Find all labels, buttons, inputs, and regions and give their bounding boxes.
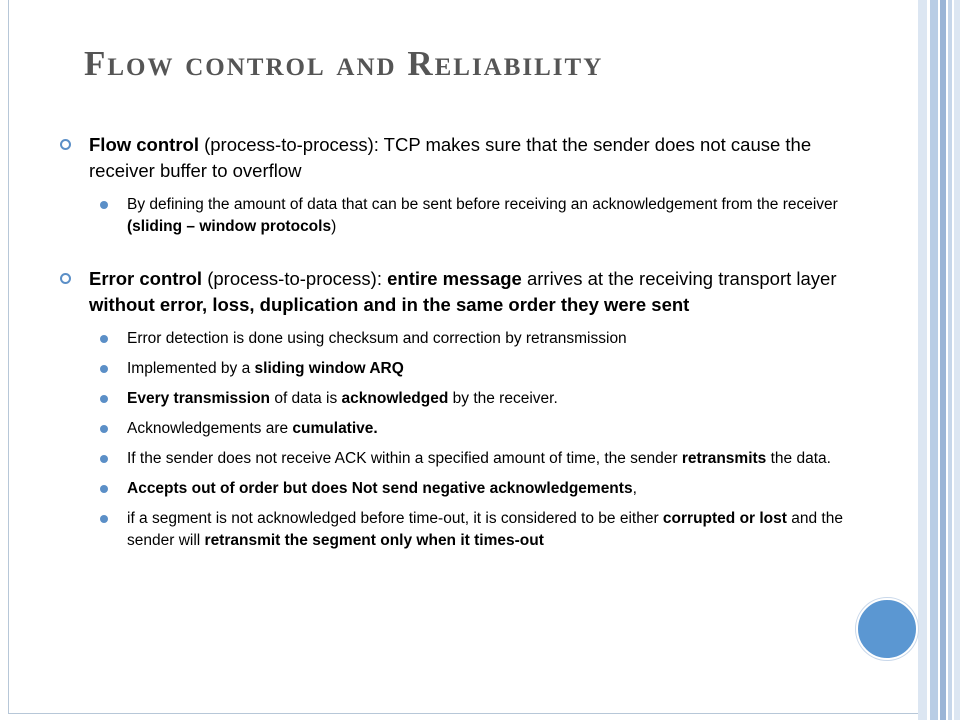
stripe [948,0,952,720]
sub-bullet-arq [56,358,856,380]
stripe [940,0,946,720]
sub-bullet-acknowledged [56,388,856,410]
sub-bullet-timeout [56,508,856,552]
sub-bullet-text: If the sender does not receive ACK within a specified amount of time, the sender [127,450,682,467]
slide-content [56,132,856,552]
sub-bullet-cumulative [56,418,856,440]
dot-bullet-icon [100,365,108,373]
error-control-term: Error control [89,268,203,289]
bullet-error-control [56,266,856,318]
dot-bullet-icon [100,335,108,343]
bullet-flow-control [56,132,856,184]
slide-title: Flow control and Reliability [84,44,604,83]
ring-bullet-icon [60,139,71,150]
stripe [918,0,927,720]
stripe [954,0,960,720]
sub-bullet-retransmits [56,448,856,470]
error-control-bold: entire message [387,268,522,289]
decorative-circle [856,598,918,660]
sub-bullet-bold: sliding window ARQ [254,360,404,377]
dot-bullet-icon [100,485,108,493]
sub-bullet-text: of data is [270,390,342,407]
sub-bullet-window [56,194,856,238]
error-control-text: arrives at the receiving transport layer [521,268,837,289]
sub-bullet-bold: cumulative. [292,420,378,437]
stripe [930,0,938,720]
error-control-text: (process-to-process): [202,268,388,289]
sub-bullet-bold: Every transmission [127,390,271,407]
flow-control-text: (process-to-process): TCP makes sure that the sender does not cause the receiver buffer to overflow [89,134,812,181]
sub-bullet-out-of-order [56,478,856,500]
ring-bullet-icon [60,273,71,284]
sub-bullet-bold: Accepts out of order but does Not send negative acknowledgements [127,480,633,497]
sub-bullet-text: , [632,480,637,497]
dot-bullet-icon [100,201,108,209]
sub-bullet-text: Implemented by a [127,360,255,377]
sub-bullet-text: Acknowledgements are [127,420,293,437]
sub-bullet-bold: (sliding – window protocols [127,218,332,235]
sub-bullet-bold: retransmits [681,450,767,467]
sub-bullet-text: the data. [766,450,831,467]
sub-bullet-text: and the sender will [127,510,843,549]
sub-bullet-bold: retransmit the segment only when it times-out [204,532,544,549]
dot-bullet-icon [100,395,108,403]
dot-bullet-icon [100,425,108,433]
sub-bullet-checksum [56,328,856,350]
dot-bullet-icon [100,515,108,523]
sub-bullet-text: by the receiver. [448,390,558,407]
error-control-bold: without error, loss, duplication and in the same order they were sent [89,294,690,315]
flow-control-term: Flow control [89,134,199,155]
sub-bullet-bold: corrupted or lost [662,510,787,527]
sub-bullet-tail: ) [331,218,337,235]
sub-bullet-text: Error detection is done using checksum and correction by retransmission [127,330,627,347]
sub-bullet-text: if a segment is not acknowledged before time-out, it is considered to be either [127,510,663,527]
sub-bullet-bold: acknowledged [341,390,449,407]
dot-bullet-icon [100,455,108,463]
sub-bullet-text: By defining the amount of data that can be sent before receiving an acknowledgement from the receiver [127,196,838,213]
right-decorative-stripes [918,0,960,720]
